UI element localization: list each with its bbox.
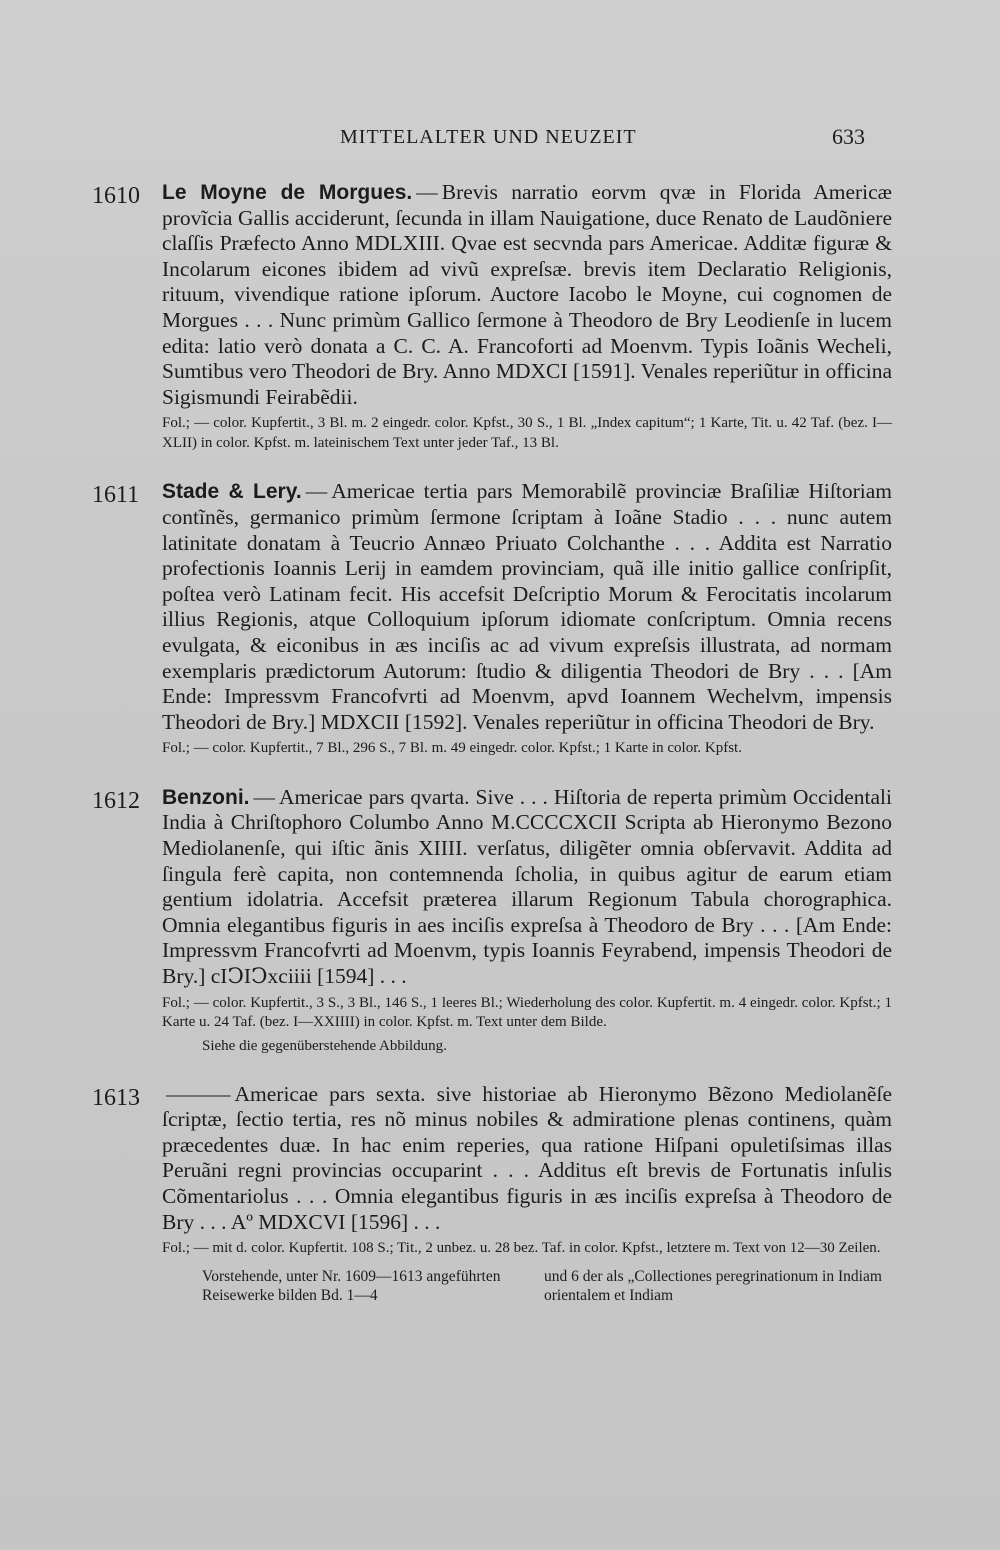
- footnote-left: Vorstehende, unter Nr. 1609—1613 angeführten Reisewerke bilden Bd. 1—4: [202, 1267, 501, 1304]
- entry-dash: —: [416, 180, 438, 204]
- catalog-entries: [92, 180, 892, 1331]
- entry-note: Siehe die gegenüberstehende Abbildung.: [202, 1037, 447, 1054]
- entry-title-text: Americae tertia pars Memorabilẽ provinciæ Braſiliæ Hiſtoriam contĩnẽs, germanico primùm ſermone ſcriptam à Ioãne Stadio . . . nunc autem latinitate donatam à Teucrio Annæo Priuato Colchanthe . . . Addita est Narratio profectionis Ioannis Lerij in eamdem provinciam, quã ille initio gallice conſripſit, poſtea verò Latinam fecit. His accefsit Deſcriptio Morum & Ferocitatis incolarum illius Regionis, atque Colloquium ipſorum idiomate conſcriptum. Omnia recens evulgata, & eiconibus in æs inciſis ac ad vivum expreſsis illustrata, ad normam exemplaris prædictorum Autorum: ſtudio & diligentia Theodori de Bry . . . [Am Ende: Impressvm Francofvrti ad Moenvm, apvd Ioannem Wechelvm, impensis Theodori de Bry.] MDXCII [1592]. Venales reperiũtur in officina Theodori de Bry.: [162, 479, 892, 734]
- entry-title: [162, 180, 892, 410]
- entry-details: Fol.; — mit d. color. Kupfertit. 108 S.; Tit., 2 unbez. u. 28 bez. Taf. in color. Kpfst., letztere m. Text von 12—30 Zeilen.: [162, 1240, 881, 1257]
- entry-number: 1611: [92, 482, 140, 509]
- entry-details: Fol.; — color. Kupfertit., 7 Bl., 296 S., 7 Bl. m. 49 eingedr. color. Kpfst.; 1 Karte in color. Kpfst.: [162, 740, 742, 757]
- entry-title-text: Americae pars sexta. sive historiae ab Hieronymo Bẽzono Mediolanẽſe ſcriptæ, ſectio tertia, res nõ minus nobiles & admiratione plenas continens, quàm præcedentes duæ. In hac enim reperies, qua ratione Hiſpani opuletiſsimas illas Peruãni regni provincias occuparint . . . Additus eſt brevis de Fortunatis inſulis Cõmentariolus . . . Omnia elegantibus figuris in æs inciſis expreſsa à Theodoro de Bry . . . Aº MDXCVI [1596] . . .: [162, 1081, 892, 1234]
- footnote: [202, 1267, 892, 1305]
- footnote-right: und 6 der als „Collectiones peregrinationum in Indiam orientalem et Indiam: [544, 1267, 882, 1304]
- entry-title-text: Americae pars qvarta. Sive . . . Hiſtoria de reperta primùm Occidentali India à Chriſtophoro Columbo Anno M.CCCCXCII Scripta ab Hieronymo Bezono Mediolanenſe, qui iſtic ãnis XIIII. verſatus, diligẽter omnia obſervavit. Addita ad ſingula ferè capita, non contemnenda ſcholia, in quibus agitur de earum etiam gentium idolatria. Accefsit præterea illarum Regionum Tabula chorographica. Omnia elegantibus figuris in aes inciſis expreſsa à Theodoro de Bry . . . [Am Ende: Impressvm Francofvrti ad Moenvm, typis Ioannis Feyrabend, impensis Theodori de Bry.] cIↃIↃxciiii [1594] . . .: [162, 784, 892, 988]
- entry-author: Le Moyne de Morgues.: [162, 181, 413, 204]
- entry-author: Benzoni.: [162, 785, 250, 809]
- entry-details: Fol.; — color. Kupfertit., 3 Bl. m. 2 eingedr. color. Kpfst., 30 S., 1 Bl. „Index capitum“; 1 Karte, Tit. u. 42 Taf. (bez. I—XLII) in color. Kpfst. m. lateinischem Text unter jeder Taf., 13 Bl.: [162, 415, 892, 451]
- page-number: 633: [832, 124, 865, 149]
- page-header: [0, 124, 1000, 158]
- entry-dash: —: [253, 784, 275, 809]
- entry-dash: ———: [166, 1081, 231, 1106]
- entry-number: 1613: [92, 1084, 140, 1111]
- entry-dash: —: [305, 479, 328, 504]
- catalog-entry-1611: [92, 479, 892, 758]
- entry-details: Fol.; — color. Kupfertit., 3 S., 3 Bl., 146 S., 1 leeres Bl.; Wiederholung des color. Kupfertit. m. 4 eingedr. color. Kpfst.; 1 Karte u. 24 Taf. (bez. I—XXIIII) in color. Kpfst. m. Text unter dem Bilde.: [162, 994, 892, 1031]
- entry-number: 1612: [92, 787, 140, 814]
- running-title: MITTELALTER UND NEUZEIT: [340, 126, 637, 148]
- catalog-entry-1612: [92, 785, 892, 1056]
- entry-title-text: Brevis narratio eorvm qvæ in Florida Americæ provĩcia Gallis acciderunt, ſecunda in illam Nauigatione, duce Renato de Laudõniere claſſis Præfecto Anno MDLXIII. Qvae est secvnda pars Americae. Additæ figuræ & Incolarum eicones ibidem ad vivũ expreſsæ. brevis item Declaratio Religionis, rituum, vivendique ratione ipſorum. Auctore Iacobo le Moyne, cui cognomen de Morgues . . . Nunc primùm Gallico ſermone à Theodoro de Bry Leodienſe in lucem edita: latio verò donata a C. C. A. Francoforti ad Moenvm. Typis Ioãnis Wecheli, Sumtibus vero Theodori de Bry. Anno MDXCI [1591]. Venales reperiũtur in officina Sigismundi Feirabẽdii.: [162, 180, 893, 409]
- entry-title: [162, 785, 892, 990]
- entry-title: [162, 1082, 892, 1236]
- entry-title: [162, 479, 892, 735]
- catalog-entry-1613: [92, 1082, 892, 1305]
- catalog-entry-1610: [92, 180, 892, 453]
- entry-author: Stade & Lery.: [162, 480, 302, 504]
- entry-number: 1610: [92, 183, 140, 209]
